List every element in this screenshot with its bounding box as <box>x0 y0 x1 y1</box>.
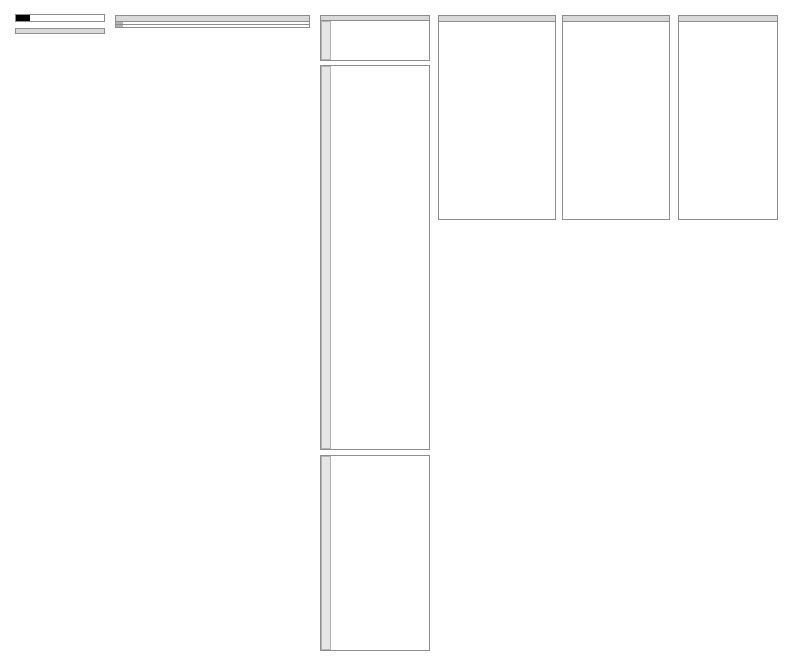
team-a-panel <box>562 15 670 220</box>
output-panel-title <box>15 28 105 34</box>
notice-list <box>331 21 429 60</box>
action-side-label <box>321 66 331 449</box>
output-side-label <box>116 22 123 24</box>
team-red-panel <box>438 15 556 220</box>
notice-side-label <box>321 21 331 60</box>
total-side-label <box>116 25 123 27</box>
floor-black-marker <box>16 15 30 21</box>
script-panel <box>320 15 430 61</box>
result-side-label <box>321 456 331 650</box>
floor-label <box>30 15 104 21</box>
team-b-title <box>679 16 777 22</box>
output-table <box>123 22 309 24</box>
action-list <box>331 66 429 449</box>
total-table <box>123 25 309 27</box>
output-info-panel <box>115 15 310 28</box>
action-panel <box>320 65 430 450</box>
output-panel <box>15 28 105 34</box>
team-b-panel <box>678 15 778 220</box>
result-list <box>331 456 429 650</box>
team-a-title <box>563 16 669 22</box>
floor-selector[interactable] <box>15 14 105 22</box>
team-red-title <box>439 16 555 22</box>
result-panel <box>320 455 430 651</box>
